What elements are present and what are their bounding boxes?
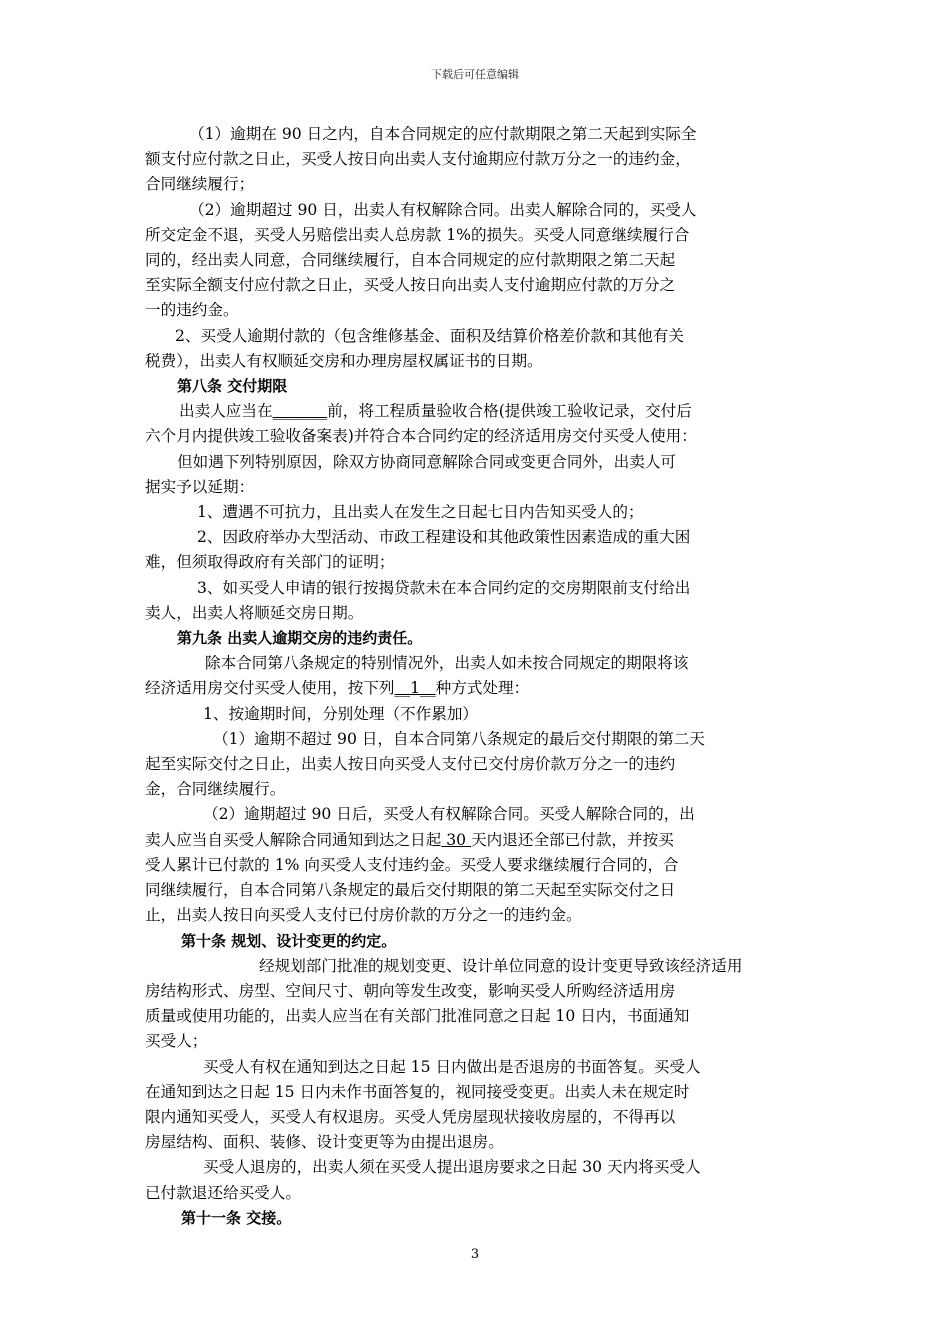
text-line <box>145 122 813 147</box>
text-line <box>145 349 813 374</box>
line-text: 2、因政府举办大型活动、市政工程建设和其他政策性因素造成的重大困 <box>197 528 691 547</box>
line-text: 合同继续履行； <box>145 175 255 194</box>
document-body <box>145 122 813 1231</box>
text-line <box>145 324 813 349</box>
line-text: 一的违约金。 <box>145 301 239 320</box>
page-number: 3 <box>470 1247 480 1262</box>
line-text: 第十条 规划、设计变更的约定。 <box>181 931 397 950</box>
section-heading <box>145 626 813 651</box>
text-line <box>145 727 813 752</box>
text-line <box>145 702 813 727</box>
text-line <box>145 954 813 979</box>
text-line <box>145 1055 813 1080</box>
text-line <box>145 525 813 550</box>
line-text: 同的，经出卖人同意，合同继续履行，自本合同规定的应付款期限之第二天起 <box>145 251 676 270</box>
text-line <box>145 424 813 449</box>
line-text: 六个月内提供竣工验收备案表)并符合本合同约定的经济适用房交付买受人使用： <box>145 427 697 446</box>
line-text: 第九条 出卖人逾期交房的违约责任。 <box>177 629 423 648</box>
text-line <box>145 777 813 802</box>
text-line <box>145 1181 813 1206</box>
line-text: 买受人； <box>145 1032 208 1051</box>
line-text: 经济适用房交付买受人使用，按下列 <box>145 679 395 698</box>
text-line <box>145 878 813 903</box>
text-line <box>145 1130 813 1155</box>
text-line <box>145 475 813 500</box>
text-line <box>145 248 813 273</box>
line-text: 除本合同第八条规定的特别情况外，出卖人如未按合同规定的期限将该 <box>205 654 689 673</box>
line-text: 2、买受人逾期付款的（包含维修基金、面积及结算价格差价款和其他有关 <box>175 326 684 345</box>
section-heading <box>145 929 813 954</box>
text-line <box>145 601 813 626</box>
text-line <box>145 752 813 777</box>
text-line <box>145 550 813 575</box>
line-text: 买受人退房的，出卖人须在买受人提出退房要求之日起 30 天内将买受人 <box>203 1158 701 1177</box>
text-line <box>145 979 813 1004</box>
line-text: 在通知到达之日起 15 日内未作书面答复的，视同接受变更。出卖人未在规定时 <box>145 1082 690 1101</box>
text-line <box>145 172 813 197</box>
line-text: 受人累计已付款的 1% 向买受人支付违约金。买受人要求继续履行合同的，合 <box>145 855 679 874</box>
text-line <box>145 1155 813 1180</box>
line-text: 难，但须取得政府有关部门的证明； <box>145 553 395 572</box>
text-line <box>145 676 813 701</box>
fill-in-blank: __1__ <box>394 679 436 698</box>
line-text: 起至实际交付之日止，出卖人按日向买受人支付已交付房价款万分之一的违约 <box>145 755 676 774</box>
fill-in-blank: _______ <box>272 402 328 421</box>
text-line <box>145 802 813 827</box>
fill-in-blank: 30 <box>441 830 472 849</box>
line-text: 至实际全额支付应付款之日止，买受人按日向出卖人支付逾期应付款的万分之 <box>145 276 676 295</box>
text-line <box>145 903 813 928</box>
text-line <box>145 147 813 172</box>
line-text: （1）逾期不超过 90 日，自本合同第八条规定的最后交付期限的第二天 <box>213 729 705 748</box>
line-text: 同继续履行，自本合同第八条规定的最后交付期限的第二天起至实际交付之日 <box>145 881 676 900</box>
line-text: 经规划部门批准的规划变更、设计单位同意的设计变更导致该经济适用 <box>259 956 743 975</box>
text-line <box>145 500 813 525</box>
line-text: （1）逾期在 90 日之内，自本合同规定的应付款期限之第二天起到实际全 <box>189 125 697 143</box>
line-text: 第八条 交付期限 <box>177 377 288 396</box>
text-line <box>145 1004 813 1029</box>
line-text: 税费），出卖人有权顺延交房和办理房屋权属证书的日期。 <box>145 351 543 370</box>
text-line <box>145 651 813 676</box>
line-text: 卖人，出卖人将顺延交房日期。 <box>145 603 364 622</box>
line-text: 房结构形式、房型、空间尺寸、朝向等发生改变，影响买受人所购经济适用房 <box>145 981 676 1000</box>
text-line <box>145 576 813 601</box>
line-text: 3、如买受人申请的银行按揭贷款未在本合同约定的交房期限前支付给出 <box>197 578 691 597</box>
text-line <box>145 853 813 878</box>
line-text: 出卖人应当在 <box>179 402 273 421</box>
section-heading <box>145 1206 813 1231</box>
text-line <box>145 450 813 475</box>
line-text: 房屋结构、面积、装修、设计变更等为由提出退房。 <box>145 1133 504 1152</box>
line-text: （2）逾期超过 90 日，出卖人有权解除合同。出卖人解除合同的，买受人 <box>189 200 697 219</box>
line-text: 买受人有权在通知到达之日起 15 日内做出是否退房的书面答复。买受人 <box>203 1057 701 1076</box>
text-line <box>145 198 813 223</box>
line-text-continued: 种方式处理： <box>435 679 530 698</box>
text-line <box>145 828 813 853</box>
line-text: 第十一条 交接。 <box>181 1208 292 1227</box>
line-text: 金，合同继续履行。 <box>145 780 286 799</box>
text-line <box>145 399 813 424</box>
line-text: 1、遭遇不可抗力，且出卖人在发生之日起七日内告知买受人的； <box>197 503 644 522</box>
line-text-continued: 前，将工程质量验收合格(提供竣工验收记录，交付后 <box>327 402 692 421</box>
line-text: 所交定金不退，买受人另赔偿出卖人总房款 1%的损失。买受人同意继续履行合 <box>145 225 690 244</box>
line-text: 但如遇下列特别原因，除双方协商同意解除合同或变更合同外，出卖人可 <box>177 452 677 471</box>
line-text: 据实予以延期： <box>145 477 255 496</box>
text-line <box>145 1105 813 1130</box>
line-text: 卖人应当自买受人解除合同通知到达之日起 <box>145 830 442 849</box>
text-line <box>145 273 813 298</box>
page-header: 下载后可任意编辑 <box>431 68 519 81</box>
line-text: 质量或使用功能的，出卖人应当在有关部门批准同意之日起 10 日内，书面通知 <box>145 1007 690 1026</box>
line-text-continued: 天内退还全部已付款，并按买 <box>471 830 674 849</box>
line-text: 限内通知买受人，买受人有权退房。买受人凭房屋现状接收房屋的，不得再以 <box>145 1107 676 1126</box>
text-line <box>145 1080 813 1105</box>
line-text: 已付款退还给买受人。 <box>145 1183 301 1202</box>
text-line <box>145 223 813 248</box>
line-text: 止，出卖人按日向买受人支付已付房价款的万分之一的违约金。 <box>145 906 582 925</box>
text-line <box>145 298 813 323</box>
section-heading <box>145 374 813 399</box>
line-text: 1、按逾期时间，分别处理（不作累加） <box>203 704 479 723</box>
line-text: （2）逾期超过 90 日后，买受人有权解除合同。买受人解除合同的，出 <box>203 805 695 824</box>
line-text: 额支付应付款之日止，买受人按日向出卖人支付逾期应付款万分之一的违约金， <box>145 150 691 169</box>
text-line <box>145 1029 813 1054</box>
